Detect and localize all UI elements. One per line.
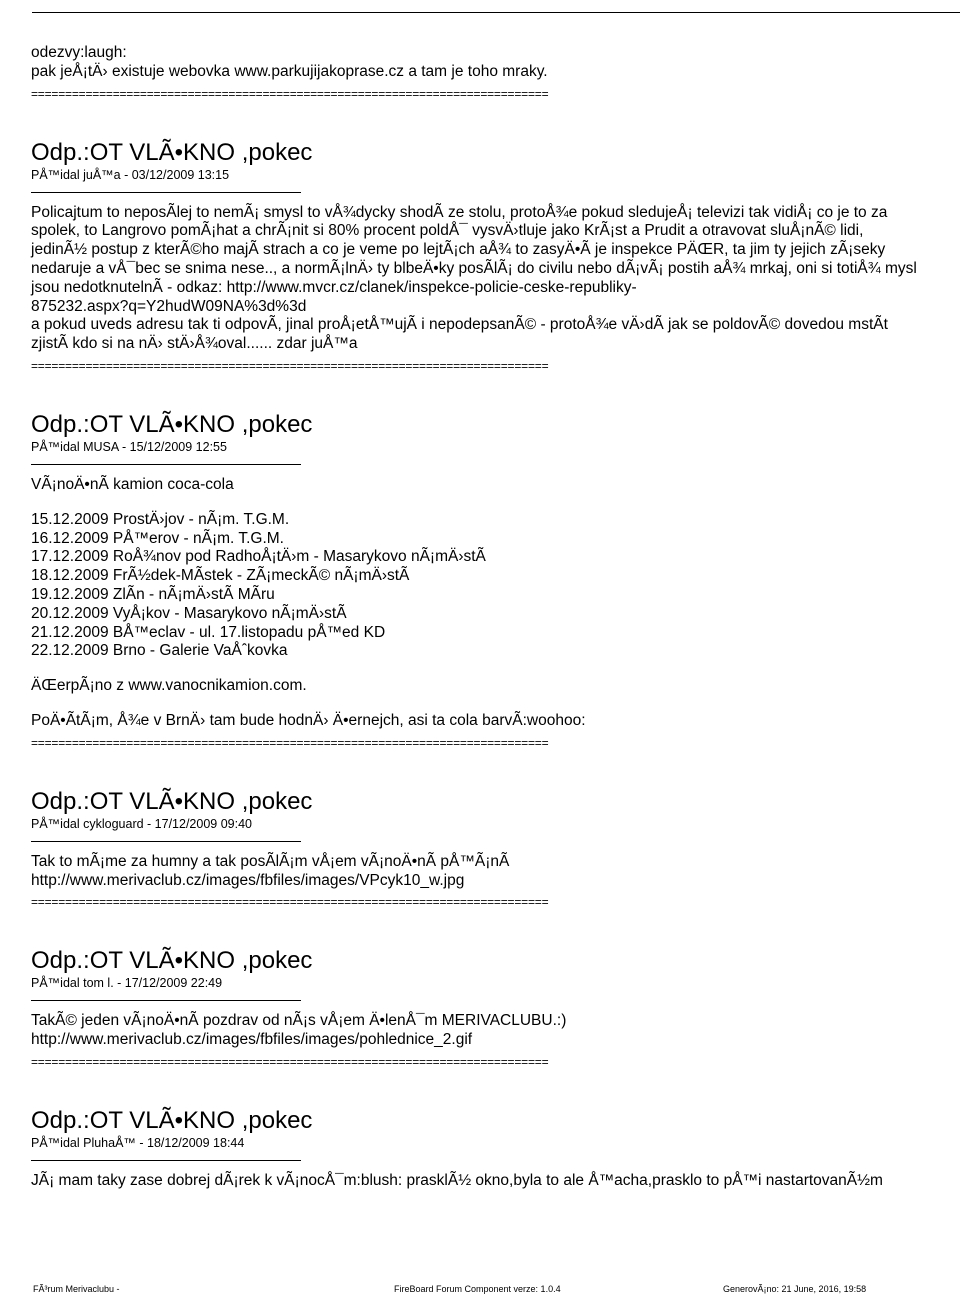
intro-line: odezvy:laugh: [31,44,127,61]
post-text-line: http://www.merivaclub.cz/images/fbfiles/images/pohlednice_2.gif [31,1031,473,1049]
post-body [31,476,960,731]
post-text-line: Tak to mÃ¡me za humny a tak posÃlÃ¡m vÅ¡em vÃ¡noÄ•nÃ pÅ™Ã¡nÃ [31,852,510,870]
post-title: Odp.:OT VLÃ•KNO ,pokec [31,947,313,975]
post-body [31,204,960,354]
post-separator: ============================================================================ [31,86,549,101]
post-text-line: jsou nedotknutelnÃ - odkaz: http://www.mvcr.cz/clanek/inspekce-policie-ceske-republiky- [31,278,637,296]
post-author-date: PÅ™idal cykloguard - 17/12/2009 09:40 [31,816,252,831]
post-text-line: Policajtum to neposÃlej to nemÃ¡ smysl to vÅ¾dycky shodÃ ze stolu, protoÅ¾e pokud sledujeÅ¡ televizi tak vidiÅ¡ co je to za [31,203,888,221]
post-separator: ============================================================================ [31,358,549,373]
post-text-line: JÃ¡ mam taky zase dobrej dÃ¡rek k vÃ¡nocÅ¯m:blush: prasklÃ½ okno,byla to ale Å™acha,prasklo to pÅ™i nastartovanÃ½m [31,1171,883,1189]
post-header-rule [31,192,301,193]
forum-post [31,140,960,374]
post-author-date: PÅ™idal tom l. - 17/12/2009 22:49 [31,976,223,991]
intro-line: pak jeÅ¡tÄ› existuje webovka www.parkujijakoprase.cz a tam je toho mraky. [31,62,548,80]
forum-post [31,789,960,911]
post-text-line: a pokud uveds adresu tak ti odpovÃ, jinal proÅ¡etÅ™ujÃ i nepodepsanÃ© - protoÅ¾e vÄ›dÃ jak se poldovÃ© dovedou mstÃt [31,316,888,334]
blank-line [31,661,960,677]
post-separator: ============================================================================ [31,1054,549,1069]
forum-post [31,412,960,751]
post-text-line: http://www.merivaclub.cz/images/fbfiles/images/VPcyk10_w.jpg [31,871,465,889]
post-text-line: 875232.aspx?q=Y2hudW09NA%3d%3d [31,297,307,315]
forum-thread-document [31,44,960,1191]
post-text-line: PoÄ•ÃtÃ¡m, Å¾e v BrnÄ› tam bude hodnÄ› Ä•ernejch, asi ta cola barvÃ:woohoo: [31,711,586,729]
post-text-line: TakÃ© jeden vÃ¡noÄ•nÃ pozdrav od nÃ¡s vÅ¡em Ä•lenÅ¯m MERIVACLUBU.:) [31,1012,567,1030]
post-body [31,853,960,891]
forum-post [31,1108,960,1191]
post-text-line: 21.12.2009 BÅ™eclav - ul. 17.listopadu pÅ™ed KD [31,623,386,641]
post-header-rule [31,464,301,465]
blank-line [31,495,960,511]
post-text-line: 22.12.2009 Brno - Galerie VaÅˆkovka [31,642,288,660]
post-text-line: 15.12.2009 ProstÄ›jov - nÃ¡m. T.G.M. [31,510,290,528]
forum-post [31,948,960,1070]
post-header-rule [31,1160,301,1161]
footer-forum-name: FÃ³rum Merivaclubu - [33,1284,120,1294]
post-text-line: jedinÃ½ postup z kterÃ©ho majÃ strach a co je veme po lejtÃ¡ch aÅ¾ to zasyÄ•Ã je inspekce PÄŒR, ta jim ty jejich zÃ¡seky [31,241,886,259]
post-text-line: nedaruje a vÅ¯bec se snima nese.., a normÃ¡lnÄ› ty blbeÄ•ky posÃlÃ¡ do civilu nebo dÃ¡vÃ¡ postih aÅ¾ mrkaj, oni si totiÅ¾ mysl [31,259,917,277]
post-title: Odp.:OT VLÃ•KNO ,pokec [31,1106,313,1134]
post-body [31,1012,960,1050]
post-text-line: spolek, to Langrovo pomÃ¡hat a chrÃ¡nit si 80% procent poldÅ¯ vysvÄ›tluje jako KrÃ¡st a Prudit a otravovat sluÅ¡nÃ© lidi, [31,222,864,240]
post-text-line: 20.12.2009 VyÅ¡kov - Masarykovo nÃ¡mÄ›stÃ [31,604,347,622]
post-title: Odp.:OT VLÃ•KNO ,pokec [31,410,313,438]
footer-component-version: FireBoard Forum Component verze: 1.0.4 [394,1284,561,1294]
post-title: Odp.:OT VLÃ•KNO ,pokec [31,787,313,815]
post-text-line: ÄŒerpÃ¡no z www.vanocnikamion.com. [31,677,307,695]
top-border-line [32,12,960,13]
blank-line [31,696,960,712]
footer-generated-date: GenerovÃ¡no: 21 June, 2016, 19:58 [723,1284,867,1294]
post-author-date: PÅ™idal MUSA - 15/12/2009 12:55 [31,439,227,454]
post-header-rule [31,1000,301,1001]
posts-list [31,140,960,1191]
post-text-line: zjistÃ kdo si na nÄ› stÄ›Å¾oval...... zdar juÅ™a [31,335,358,353]
post-text-line: 18.12.2009 FrÃ½dek-MÃstek - ZÃ¡meckÃ© nÃ¡mÄ›stÃ [31,567,410,585]
post-author-date: PÅ™idal juÅ™a - 03/12/2009 13:15 [31,167,230,182]
post-author-date: PÅ™idal PluhaÅ™ - 18/12/2009 18:44 [31,1135,245,1150]
intro-text [31,44,960,82]
post-header-rule [31,841,301,842]
post-separator: ============================================================================ [31,735,549,750]
post-text-line: 16.12.2009 PÅ™erov - nÃ¡m. T.G.M. [31,529,284,547]
post-body [31,1172,960,1191]
post-text-line: VÃ¡noÄ•nÃ kamion coca-cola [31,475,234,493]
post-text-line: 19.12.2009 ZlÃn - nÃ¡mÄ›stÃ MÃru [31,585,275,603]
post-separator: ============================================================================ [31,895,549,910]
post-text-line: 17.12.2009 RoÅ¾nov pod RadhoÅ¡tÄ›m - Masarykovo nÃ¡mÄ›stÃ [31,548,486,566]
post-title: Odp.:OT VLÃ•KNO ,pokec [31,138,313,166]
